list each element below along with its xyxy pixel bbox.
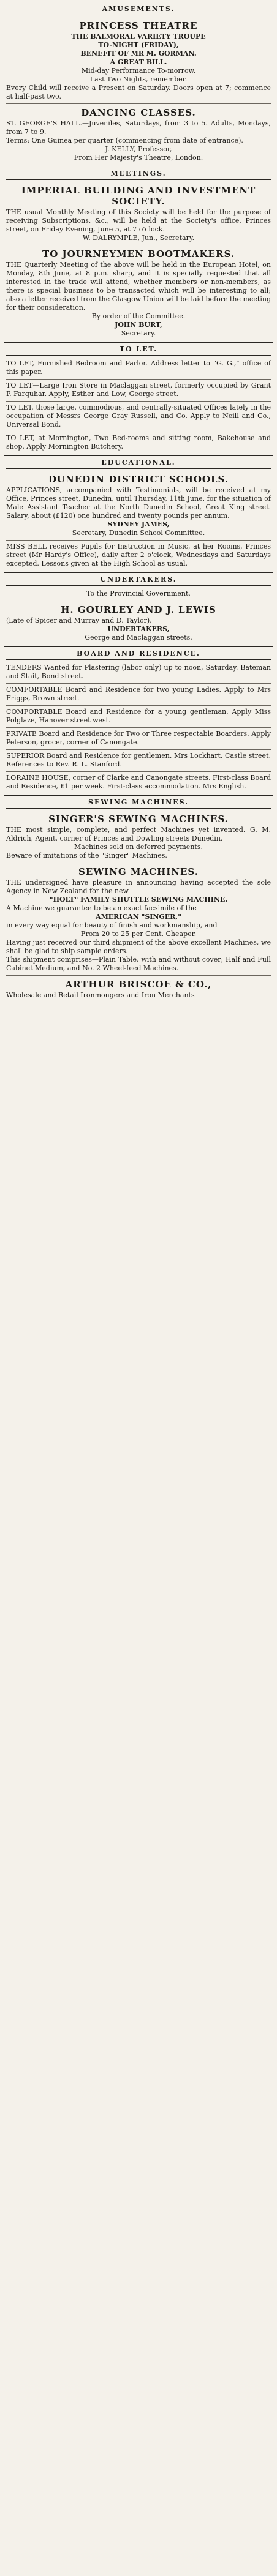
ad-line: THE usual Monthly Meeting of this Society will be held for the purpose of receiving Subscriptions, &c., will be held at the Society's office, Princes street, on Friday Evening, June 5, at 7 o'clock.	[6, 208, 271, 233]
ad-line: A GREAT BILL.	[110, 58, 167, 66]
section-4	[4, 572, 273, 646]
advertisement	[6, 662, 271, 684]
ad-line: TENDERS Wanted for Plastering (labor only) up to noon, Saturday. Bateman and Stait, Bond street.	[6, 664, 271, 680]
ad-line: TO LET, at Mornington, Two Bed-rooms and sitting room, Bakehouse and shop. Apply Mornington Butchery.	[6, 434, 271, 451]
ad-line: W. DALRYMPLE, Jun., Secretary.	[82, 234, 195, 242]
section-heading: TO LET.	[6, 344, 271, 356]
ad-line: THE BALMORAL VARIETY TROUPE	[71, 32, 206, 40]
section-5	[4, 646, 273, 795]
ad-title: H. GOURLEY AND J. LEWIS	[61, 604, 216, 615]
ad-line: APPLICATIONS, accompanied with Testimonials, will be received at my Office, Princes street, Dunedin, until Thursday, 11th June, for the situation of Male Assistant Teacher at the North Dunedin School, Great King street. Salary, about (£120) one hundred and twenty pounds per annum.	[6, 486, 271, 520]
advertisement	[6, 358, 271, 380]
advertisement	[6, 976, 271, 1002]
ad-line: TO-NIGHT (FRIDAY),	[98, 41, 179, 49]
ad-title: SEWING MACHINES.	[78, 866, 199, 877]
ad-title: DUNEDIN DISTRICT SCHOOLS.	[48, 474, 229, 485]
ad-line: PRIVATE Board and Residence for Two or Three respectable Boarders. Apply Peterson, grocer, corner of Canongate.	[6, 730, 271, 746]
ad-line: MISS BELL receives Pupils for Instruction in Music, at her Rooms, Princes street (Mr Hardy's Office), daily after 2 o'clock, Wednesdays and Saturdays excepted. Lessons given at the High School as usual.	[6, 542, 271, 567]
ad-line: Secretary, Dunedin School Committee.	[72, 529, 205, 537]
ad-line: THE Quarterly Meeting of the above will be held in the European Hotel, on Monday, 8th June, at 8 p.m. sharp, and it is specially requested that all interested in the trade will attend, whether members or non-members, as there is special business to be transacted which will be interesting to all; also a letter received from the Glasgow Union will be laid before the meeting for their consideration.	[6, 261, 271, 312]
ad-line: Secretary.	[121, 329, 156, 337]
ad-line: J. KELLY, Professor,	[105, 145, 172, 153]
ad-line: Beware of imitations of the "Singer" Machines.	[6, 852, 167, 859]
advertisement	[6, 588, 271, 601]
section-heading: UNDERTAKERS.	[6, 574, 271, 586]
advertisement	[6, 772, 271, 793]
ad-line: AMERICAN "SINGER,"	[96, 913, 181, 921]
ad-line: A Machine we guarantee to be an exact facsimile of the	[6, 904, 197, 912]
ad-line: UNDERTAKERS,	[107, 625, 170, 633]
ad-line: To the Provincial Government.	[86, 590, 191, 597]
advertisement	[6, 432, 271, 454]
ad-line: JOHN BURT,	[115, 321, 162, 329]
ad-title: ARTHUR BRISCOE & CO.,	[65, 979, 212, 990]
ad-title: PRINCESS THEATRE	[79, 20, 198, 31]
ad-title: TO JOURNEYMEN BOOTMAKERS.	[42, 249, 235, 260]
ad-line: TO LET, those large, commodious, and centrally-situated Offices lately in the occupation of Messrs George Gray Russell, and Co. Apply to Neill and Co., Universal Bond.	[6, 403, 271, 429]
ad-line: From Her Majesty's Theatre, London.	[74, 154, 203, 162]
advertisement	[6, 471, 271, 541]
ad-line: George and Maclaggan streets.	[85, 634, 192, 642]
section-heading: SEWING MACHINES.	[6, 797, 271, 809]
ad-line: Having just received our third shipment of the above excellent Machines, we shall be glad to ship sample orders.	[6, 938, 271, 955]
ad-line: SYDNEY JAMES,	[107, 520, 170, 528]
advertisement	[6, 706, 271, 728]
ad-line: Last Two Nights, remember.	[89, 75, 188, 83]
ad-title: DANCING CLASSES.	[81, 107, 196, 118]
section-heading: BOARD AND RESIDENCE.	[6, 648, 271, 660]
ad-line: Machines sold on deferred payments.	[74, 843, 203, 851]
advertisement	[6, 541, 271, 571]
section-6	[4, 795, 273, 1004]
ad-line: THE most simple, complete, and perfect Machines yet invented. G. M. Aldrich, Agent, corner of Princes and Dowling streets Dunedin.	[6, 826, 271, 842]
ad-line: in every way equal for beauty of finish and workmanship, and	[6, 921, 218, 929]
ad-line: COMFORTABLE Board and Residence for two young Ladies. Apply to Mrs Friggs, Brown street.	[6, 686, 271, 702]
advertisement	[6, 380, 271, 402]
advertisement	[6, 17, 271, 104]
advertisement	[6, 684, 271, 706]
ad-line: Wholesale and Retail Ironmongers and Iron Merchants	[6, 991, 195, 999]
advertisement	[6, 728, 271, 750]
advertisement	[6, 601, 271, 645]
section-3	[4, 455, 273, 572]
ad-line: BENEFIT OF MR M. GORMAN.	[80, 50, 197, 58]
ad-line: (Late of Spicer and Murray and D. Taylor),	[6, 616, 152, 624]
ad-line: By order of the Committee.	[91, 312, 186, 320]
ad-title: IMPERIAL BUILDING AND INVESTMENT SOCIETY.	[21, 185, 256, 207]
advertisement	[6, 245, 271, 340]
section-heading: MEETINGS.	[6, 168, 271, 180]
ad-line: This shipment comprises—Plain Table, with and without cover; Half and Full Cabinet Medium, and No. 2 Wheel-feed Machines.	[6, 956, 271, 972]
advertisement	[6, 402, 271, 432]
ad-line: COMFORTABLE Board and Residence for a young gentleman. Apply Miss Polglaze, Hanover street west.	[6, 708, 271, 724]
ad-line: Mid-day Performance To-morrow.	[81, 67, 196, 75]
advertisement	[6, 811, 271, 863]
section-0	[4, 2, 273, 167]
ad-title: SINGER'S SEWING MACHINES.	[48, 814, 229, 825]
ad-line: SUPERIOR Board and Residence for gentlemen. Mrs Lockhart, Castle street. References to Rev. R. L. Stanford.	[6, 752, 271, 768]
ad-line: LORAINE HOUSE, corner of Clarke and Canongate streets. First-class Board and Residence, £1 per week. First-class accommodation. Mrs English.	[6, 774, 271, 790]
ad-line: TO LET—Large Iron Store in Maclaggan street, formerly occupied by Grant P. Farquhar. Apply, Esther and Low, George street.	[6, 381, 271, 398]
advertisement	[6, 104, 271, 165]
ad-line: From 20 to 25 per Cent. Cheaper.	[80, 930, 197, 938]
advertisement	[6, 750, 271, 772]
ad-line: ST. GEORGE'S HALL.—Juveniles, Saturdays, from 3 to 5. Adults, Mondays, from 7 to 9.	[6, 119, 271, 136]
advertisement	[6, 182, 271, 245]
ad-line: "HOLT" FAMILY SHUTTLE SEWING MACHINE.	[49, 896, 228, 904]
ad-line: Every Child will receive a Present on Saturday. Doors open at 7; commence at half-past two.	[6, 84, 271, 100]
ad-line: THE undersigned have pleasure in announcing having accepted the sole Agency in New Zealand for the new	[6, 878, 271, 895]
ad-line: TO LET, Furnished Bedroom and Parlor. Address letter to "G. G.," office of this paper.	[6, 359, 271, 376]
newspaper-column	[4, 0, 273, 1004]
ad-line: Terms: One Guinea per quarter (commencing from date of entrance).	[6, 137, 243, 144]
section-1	[4, 167, 273, 342]
section-heading: AMUSEMENTS.	[6, 4, 271, 15]
section-heading: EDUCATIONAL.	[6, 457, 271, 469]
advertisement	[6, 863, 271, 976]
section-2	[4, 342, 273, 455]
